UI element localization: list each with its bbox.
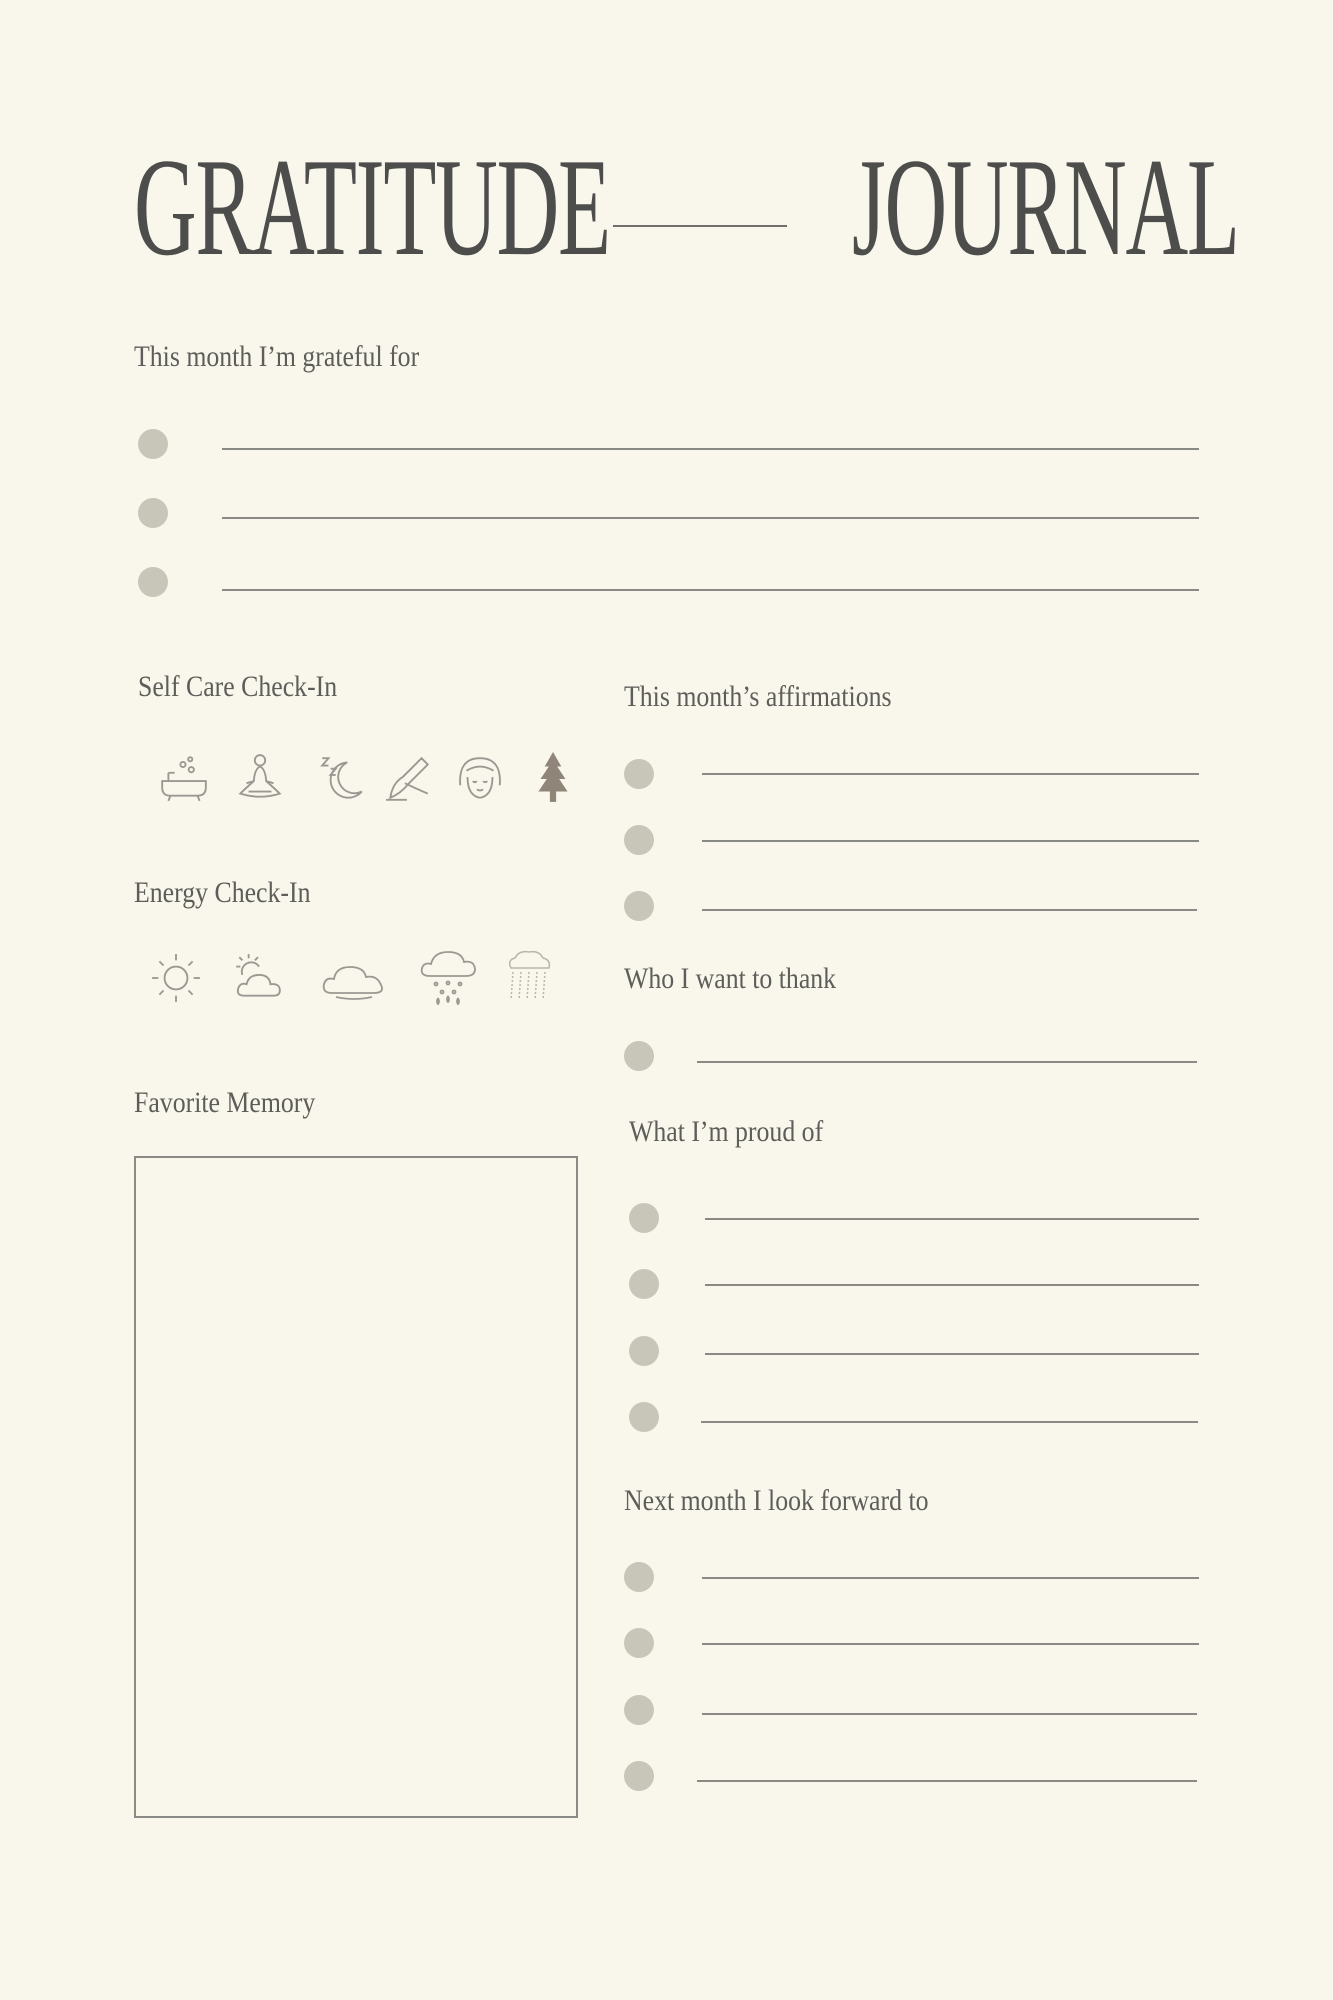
next-month-bullet-2 xyxy=(624,1628,654,1658)
proud-heading: What I’m proud of xyxy=(629,1115,824,1148)
proud-bullet-3 xyxy=(629,1336,659,1366)
next-month-line-2[interactable] xyxy=(702,1643,1199,1645)
affirmation-line-1[interactable] xyxy=(702,773,1199,775)
cloud-icon[interactable] xyxy=(320,952,388,1004)
proud-line-2[interactable] xyxy=(705,1284,1199,1286)
face-relax-icon[interactable] xyxy=(454,752,506,804)
title-right: JOURNAL xyxy=(852,130,1239,285)
proud-bullet-4 xyxy=(629,1402,659,1432)
meditation-icon[interactable] xyxy=(234,752,286,804)
sun-cloud-icon[interactable] xyxy=(232,952,284,1004)
proud-line-4[interactable] xyxy=(701,1421,1198,1423)
affirmation-line-3[interactable] xyxy=(702,909,1197,911)
grateful-line-3[interactable] xyxy=(222,589,1199,591)
next-month-bullet-3 xyxy=(624,1695,654,1725)
title-left: GRATITUDE xyxy=(134,130,610,285)
thank-line-1[interactable] xyxy=(697,1061,1197,1063)
next-month-line-1[interactable] xyxy=(702,1577,1199,1579)
thank-bullet-1 xyxy=(624,1041,654,1071)
next-month-heading: Next month I look forward to xyxy=(624,1484,929,1517)
affirmation-bullet-2 xyxy=(624,825,654,855)
next-month-line-3[interactable] xyxy=(702,1713,1197,1715)
grateful-bullet-2 xyxy=(138,498,168,528)
self-care-heading: Self Care Check-In xyxy=(138,670,338,703)
memory-heading: Favorite Memory xyxy=(134,1086,316,1119)
affirmation-bullet-1 xyxy=(624,759,654,789)
sun-icon[interactable] xyxy=(150,952,202,1004)
next-month-line-4[interactable] xyxy=(697,1780,1197,1782)
energy-heading: Energy Check-In xyxy=(134,876,311,909)
title-divider xyxy=(613,225,787,227)
proud-bullet-2 xyxy=(629,1269,659,1299)
next-month-bullet-1 xyxy=(624,1562,654,1592)
grateful-bullet-3 xyxy=(138,567,168,597)
thank-heading: Who I want to thank xyxy=(624,962,837,995)
proud-line-3[interactable] xyxy=(705,1353,1199,1355)
proud-bullet-1 xyxy=(629,1203,659,1233)
writing-hand-icon[interactable] xyxy=(382,752,434,804)
grateful-line-2[interactable] xyxy=(222,517,1199,519)
bathtub-icon[interactable] xyxy=(158,752,210,804)
memory-box[interactable] xyxy=(134,1156,578,1818)
storm-cloud-icon[interactable] xyxy=(505,948,553,1004)
proud-line-1[interactable] xyxy=(705,1218,1199,1220)
grateful-heading: This month I’m grateful for xyxy=(134,340,420,373)
affirmation-line-2[interactable] xyxy=(702,840,1199,842)
grateful-line-1[interactable] xyxy=(222,448,1199,450)
sleep-moon-icon[interactable] xyxy=(316,752,368,804)
grateful-bullet-1 xyxy=(138,429,168,459)
affirmation-bullet-3 xyxy=(624,891,654,921)
pine-tree-icon[interactable] xyxy=(527,752,579,804)
next-month-bullet-4 xyxy=(624,1761,654,1791)
affirmations-heading: This month’s affirmations xyxy=(624,680,892,713)
rain-cloud-icon[interactable] xyxy=(418,948,478,1006)
